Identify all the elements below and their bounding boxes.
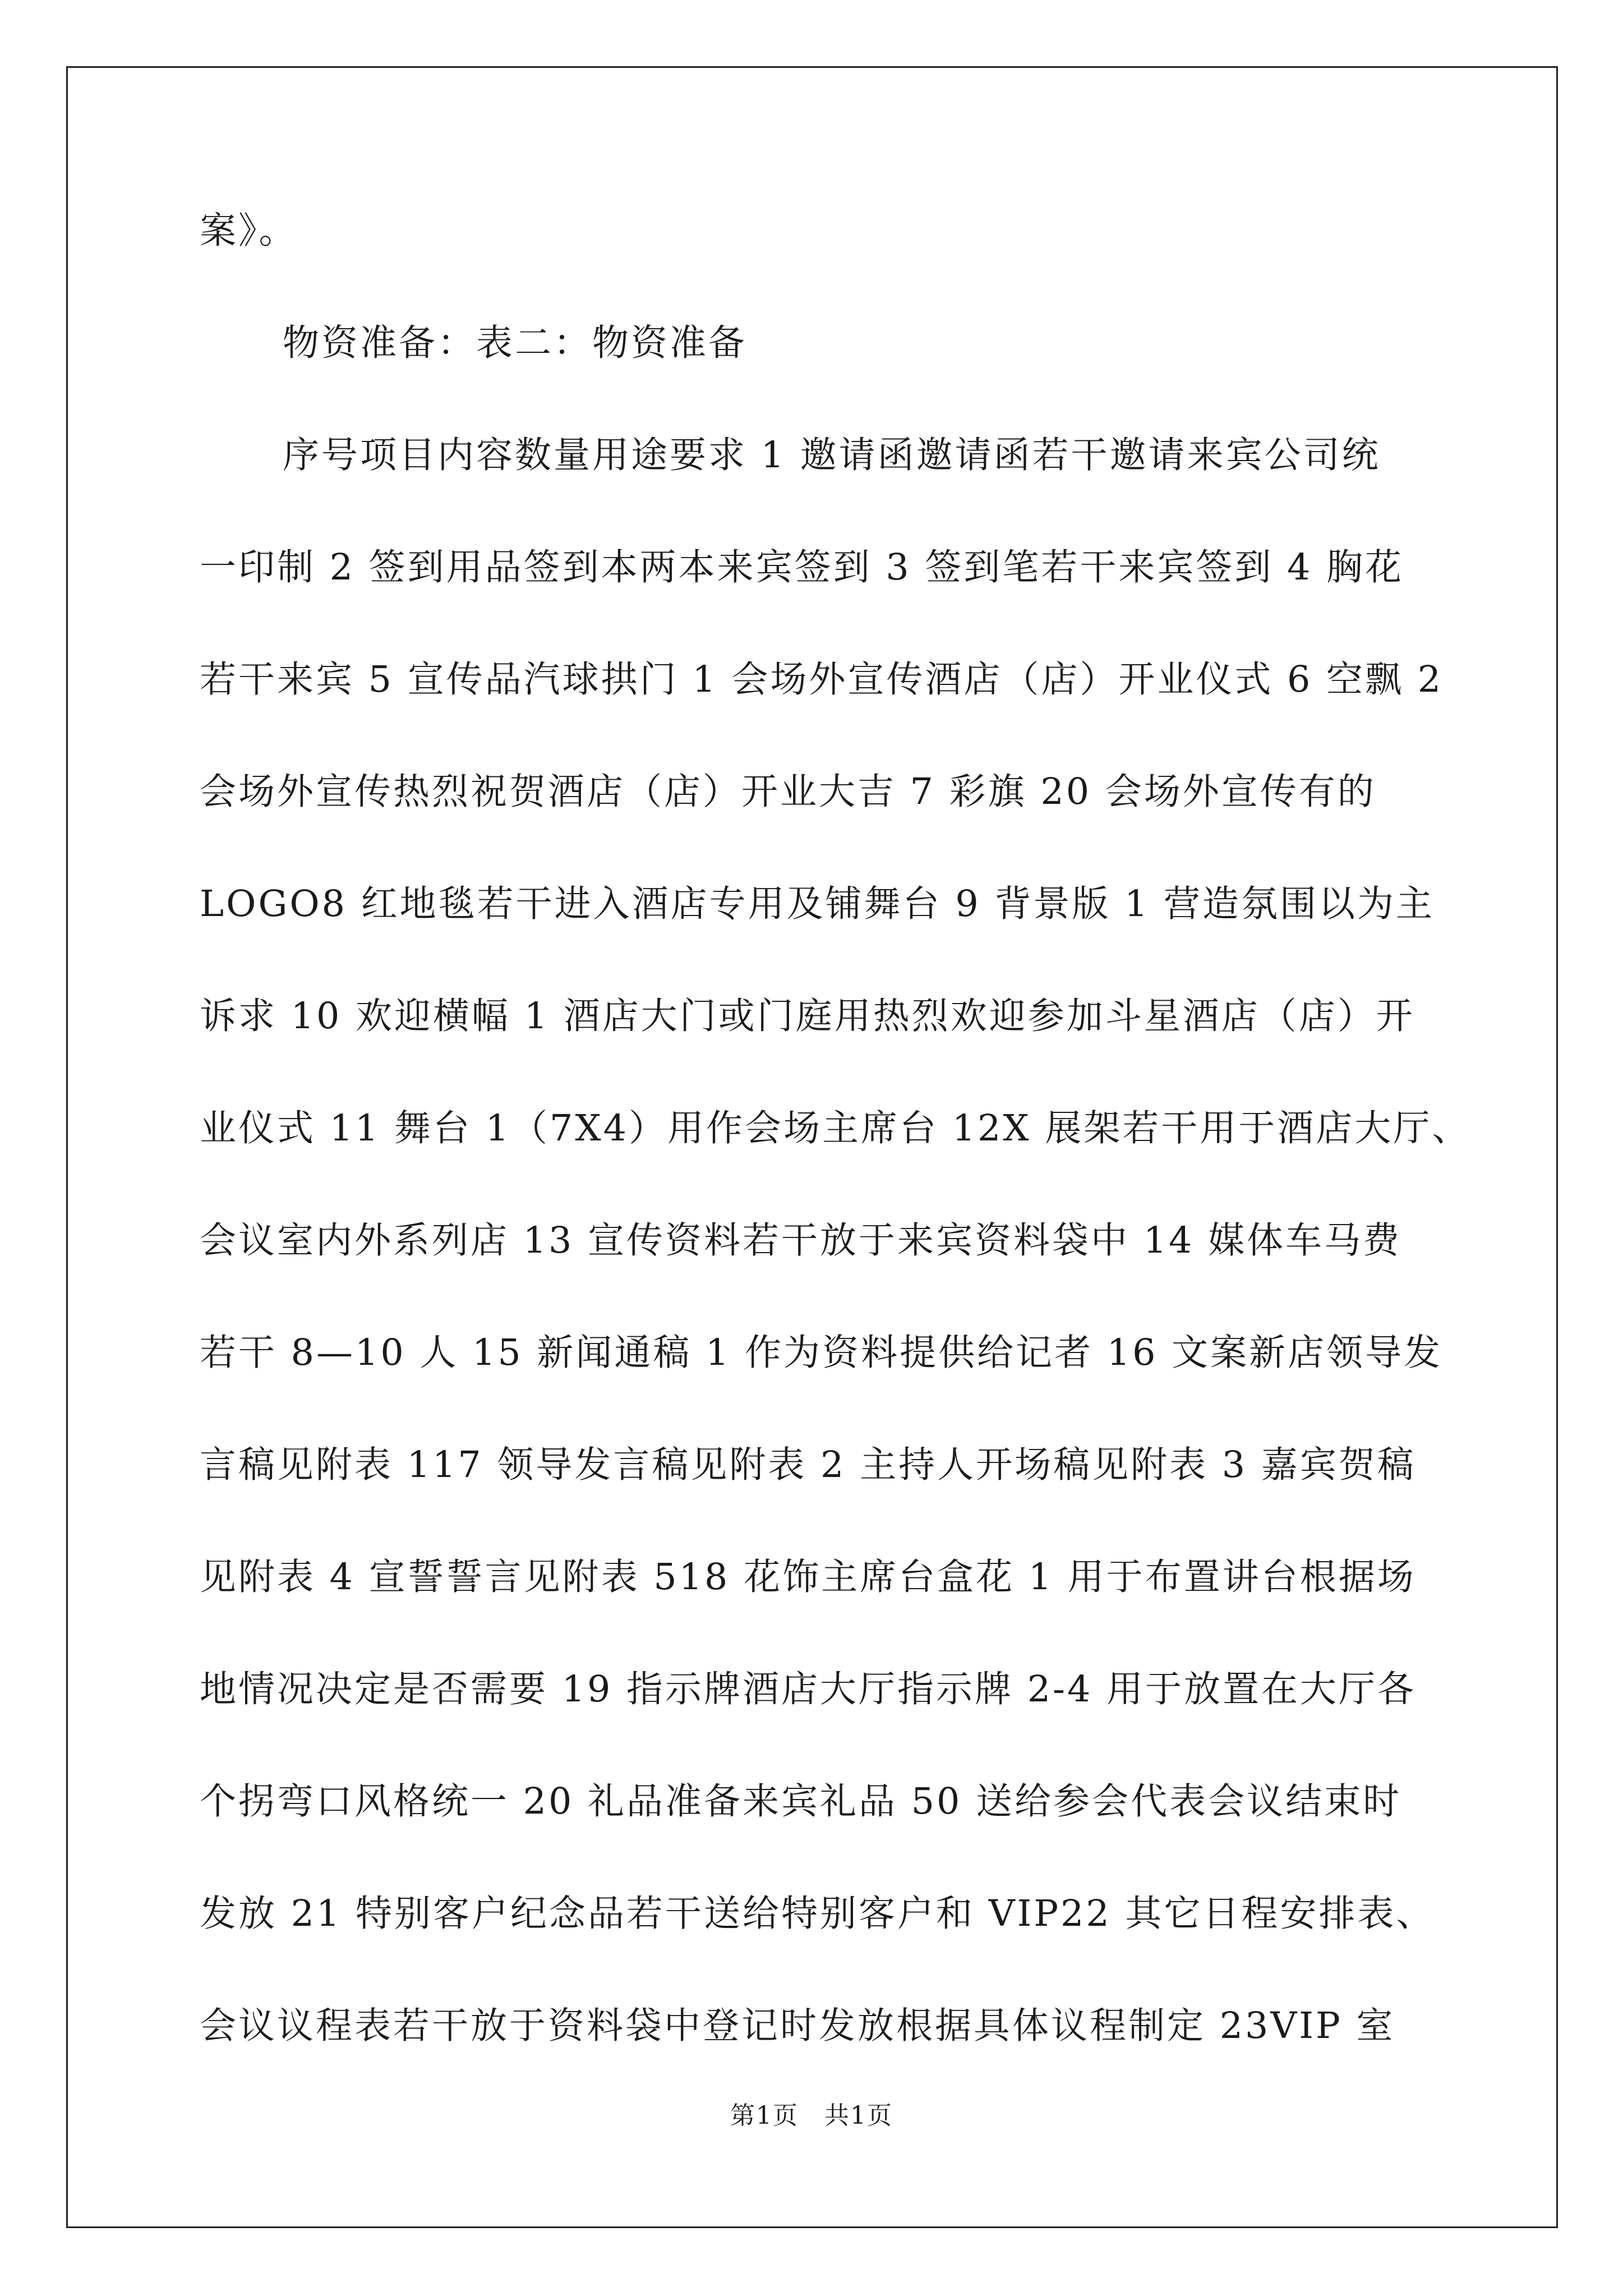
text-line: 序号项目内容数量用途要求 1 邀请函邀请函若干邀请来宾公司统 [283, 434, 1381, 476]
text-line: 若干来宾 5 宣传品汽球拱门 1 会场外宣传酒店（店）开业仪式 6 空飘 2 [200, 659, 1444, 701]
text-line: 一印制 2 签到用品签到本两本来宾签到 3 签到笔若干来宾签到 4 胸花 [200, 546, 1404, 588]
text-line: 个拐弯口风格统一 20 礼品准备来宾礼品 50 送给参会代表会议结束时 [200, 1780, 1402, 1823]
text-line: LOGO8 红地毯若干进入酒店专用及铺舞台 9 背景版 1 营造氛围以为主 [200, 883, 1435, 925]
text-line: 地情况决定是否需要 19 指示牌酒店大厅指示牌 2-4 用于放置在大厅各 [200, 1668, 1417, 1710]
text-line: 物资准备：表二：物资准备 [283, 322, 748, 364]
text-line: 诉求 10 欢迎横幅 1 酒店大门或门庭用热烈欢迎参加斗星酒店（店）开 [200, 995, 1415, 1037]
page-footer: 第1页 共1页 [730, 2101, 893, 2130]
text-line: 会议议程表若干放于资料袋中登记时发放根据具体议程制定 23VIP 室 [200, 2005, 1395, 2047]
text-line: 案》。 [200, 210, 298, 252]
text-line: 会议室内外系列店 13 宣传资料若干放于来宾资料袋中 14 媒体车马费 [200, 1220, 1402, 1262]
text-line: 言稿见附表 117 领导发言稿见附表 2 主持人开场稿见附表 3 嘉宾贺稿 [200, 1444, 1416, 1486]
text-line: 会场外宣传热烈祝贺酒店（店）开业大吉 7 彩旗 20 会场外宣传有的 [200, 771, 1376, 813]
text-line: 业仪式 11 舞台 1（7X4）用作会场主席台 12X 展架若干用于酒店大厅、 [200, 1107, 1471, 1149]
document-body [200, 203, 1471, 2110]
text-line: 若干 8—10 人 15 新闻通稿 1 作为资料提供给记者 16 文案新店领导发 [200, 1332, 1443, 1374]
text-line: 发放 21 特别客户纪念品若干送给特别客户和 VIP22 其它日程安排表、 [200, 1893, 1435, 1935]
text-line: 见附表 4 宣誓誓言见附表 518 花饰主席台盒花 1 用于布置讲台根据场 [200, 1556, 1416, 1598]
